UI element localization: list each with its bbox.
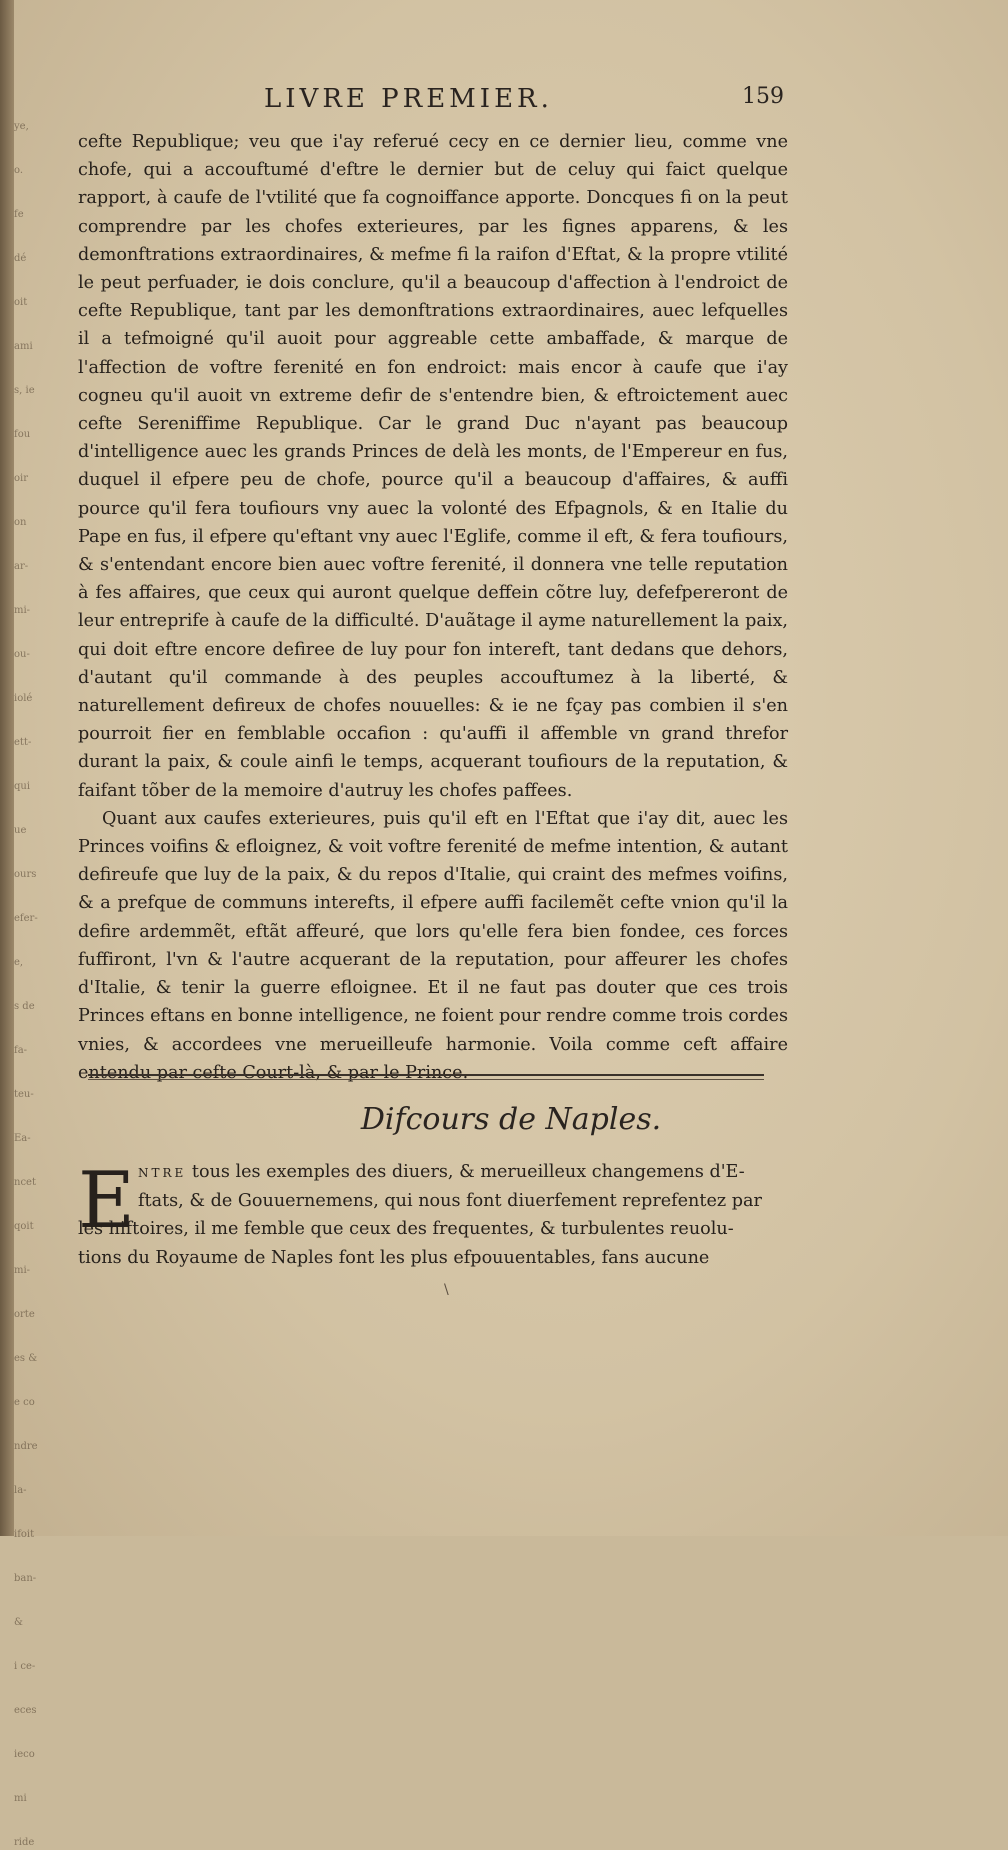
bleed-fragment: ue	[14, 825, 27, 836]
bleed-fragment: es &	[14, 1353, 38, 1364]
stray-mark: \	[444, 1282, 449, 1298]
section-line: tions du Royaume de Naples font les plus efpouuentables, fans aucune	[78, 1247, 710, 1268]
bleed-fragment: on	[14, 517, 27, 528]
bleed-fragment: ou-	[14, 649, 30, 660]
main-text	[78, 128, 788, 1087]
section-line: ftats, & de Gouuernemens, qui nous font diuerfement reprefentez par	[138, 1190, 762, 1211]
bleed-fragment: fa-	[14, 1045, 28, 1056]
small-caps-opening: ntre	[138, 1162, 187, 1182]
bleed-fragment: orte	[14, 1309, 35, 1320]
bleed-fragment: ett-	[14, 737, 32, 748]
bleed-fragment: i ce-	[14, 1661, 36, 1672]
drop-cap: E	[78, 1156, 135, 1246]
bleed-fragment: eces	[14, 1705, 37, 1716]
bleed-fragment: fe	[14, 209, 24, 220]
bleed-fragment: o.	[14, 165, 24, 176]
bleed-fragment: teu-	[14, 1089, 34, 1100]
bleed-fragment: ours	[14, 869, 37, 880]
page-number: 159	[742, 84, 784, 109]
paragraph-2: Quant aux caufes exterieures, puis qu'il eft en l'Eftat que i'ay dit, auec les Princes voifins & efloignez, & voit voftre ferenité de mefme intention, & autant defireufe que luy de la paix, & du repos d'Italie, qui craint des mefmes voifins, & a prefque de communs interefts, il efpere auffi facilemẽt cefte vnion qu'il la defire ardemmẽt, eftãt affeuré, que lors qu'elle fera bien fondee, ces forces fuffiront, l'vn & l'autre acquerant de la reputation, pour affeurer les chofes d'Italie, & tenir la guerre efloignee. Et il ne faut pas douter que ces trois Princes eftans en bonne intelligence, ne foient pour rendre comme trois cordes vnies, & accordees vne merueilleufe harmonie. Voila comme ceft affaire entendu par cefte Court-là, & par le Prince.	[78, 808, 788, 1083]
book-page	[14, 0, 1008, 1848]
bleed-fragment: mi	[14, 1793, 27, 1804]
bleed-fragment: mi-	[14, 1265, 31, 1276]
bleed-fragment: ndre	[14, 1441, 38, 1452]
bleed-fragment: oir	[14, 473, 28, 484]
bleed-fragment: &	[14, 1617, 23, 1628]
paragraph-1: cefte Republique; veu que i'ay referué cecy en ce dernier lieu, comme vne chofe, qui a accouftumé d'eftre le dernier but de celuy qui faict quelque rapport, à caufe de l'vtilité que fa cognoiffance apporte. Doncques fi on la peut comprendre par les chofes exterieures, par les fignes apparens, & les demonftrations extraordinaires, & mefme fi la raifon d'Eftat, & la propre vtilité le peut perfuader, ie dois conclure, qu'il a beaucoup d'affection à l'endroict de cefte Republique, tant par les demonftrations extraordinaires, auec lefquelles il a tefmoigné qu'il auoit pour aggreable cette ambaffade, & marque de l'affection de voftre ferenité en fon endroict: mais encor à caufe que i'ay cogneu qu'il auoit vn extreme defir de s'entendre bien, & eftroictement auec cefte Sereniffime Republique. Car le grand Duc n'ayant pas beaucoup d'intelligence auec les grands Princes de delà les monts, de l'Empereur en fus, duquel il efpere peu de chofe, pource qu'il a beaucoup d'affaires, & auffi pource qu'il fera toufiours vny auec la volonté des Efpagnols, & en Italie du Pape en fus, il efpere qu'eftant vny auec l'Eglife, comme il eft, & fera toufiours, & s'entendant encore bien auec voftre ferenité, il donnera vne telle reputation à fes affaires, que ceux qui auront quelque deffein cõtre luy, defefpereront de leur entreprife à caufe de la difficulté. D'auãtage il ayme naturellement la paix, qui doit eftre encore defiree de luy pour fon intereft, tant dedans que dehors, d'autant qu'il commande à des peuples accouftumez à la liberté, & naturellement defireux de chofes nouuelles: & ie ne fçay pas combien il s'en pourroit fier en femblable occafion : qu'auffi il affemble vn grand threfor durant la paix, & coule ainfi le temps, acquerant toufiours de la reputation, & faifant tõber de la memoire d'autruy les chofes paffees.	[78, 132, 788, 801]
bleed-fragment: e co	[14, 1397, 35, 1408]
bleed-fragment: ifoit	[14, 1529, 35, 1540]
bleed-fragment: la-	[14, 1485, 27, 1496]
bleed-fragment: s, ie	[14, 385, 35, 396]
bleed-fragment: oit	[14, 297, 28, 308]
bleed-fragment: qui	[14, 781, 31, 792]
bleed-fragment: ar-	[14, 561, 29, 572]
bleed-fragment: e,	[14, 957, 24, 968]
bleed-fragment: ncet	[14, 1177, 36, 1188]
bleed-fragment: ban-	[14, 1573, 37, 1584]
bleed-fragment: ye,	[14, 121, 29, 132]
section-line: ntre tous les exemples des diuers, & merueilleux changemens d'E-	[138, 1162, 745, 1182]
page-header	[264, 84, 784, 124]
bleed-fragment: fou	[14, 429, 31, 440]
bleed-fragment: mi-	[14, 605, 31, 616]
running-title: LIVRE PREMIER.	[264, 84, 553, 114]
bleed-fragment: ami	[14, 341, 33, 352]
bleed-fragment: ieco	[14, 1749, 35, 1760]
bleed-fragment: iolé	[14, 693, 33, 704]
section-line: les hiftoires, il me femble que ceux des frequentes, & turbulentes reuolu-	[78, 1219, 734, 1240]
bleed-fragment: s de	[14, 1001, 35, 1012]
bleed-fragment: ride	[14, 1837, 35, 1848]
section-title: Difcours de Naples.	[360, 1102, 662, 1137]
bleed-fragment: qoit	[14, 1221, 34, 1232]
section-divider	[88, 1074, 764, 1076]
bleed-fragment: Ea-	[14, 1133, 31, 1144]
section-text	[78, 1158, 784, 1272]
bleed-fragment: efer-	[14, 913, 38, 924]
bleed-fragment: dé	[14, 253, 27, 264]
